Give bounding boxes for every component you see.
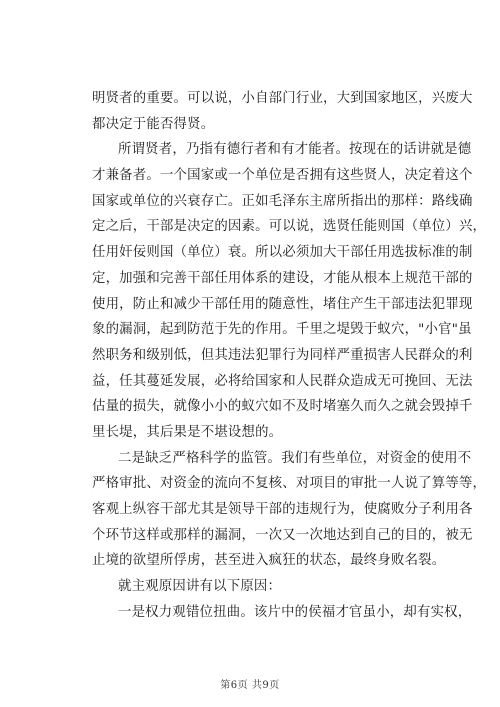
text-line: 所谓贤者，乃指有德行者和有才能者。按现在的话讲就是德 [118,142,472,158]
text-line: 定之后，干部是决定的因素。可以说，选贤任能则国（单位）兴， [92,219,487,235]
page-footer: 第6页 共9页 [220,680,280,691]
text-line: 才兼备者。一个国家或一个单位是否拥有这些贤人，决定着这个 [92,168,473,184]
text-line: 象的漏洞，起到防范于先的作用。千里之堤毁于蚁穴，"小官"虽 [92,322,472,338]
text-line: 客观上纵容干部尤其是领导干部的违规行为，使腐败分子利用各 [92,502,473,517]
text-line: 就主观原因讲有以下原因： [118,579,282,595]
text-line: 一是权力观错位扭曲。该片中的侯福才官虽小，却有实权， [118,604,472,620]
text-line: 严格审批、对资金的流向不复核、对项目的审批一人说了算等等， [92,476,487,492]
text-line: 都决定于能否得贤。 [92,116,215,132]
text-line: 国家或单位的兴衰存亡。正如毛泽东主席所指出的那样：路线确 [92,193,473,209]
text-line: 使用，防止和减少干部任用的随意性，堵住产生干部违法犯罪现 [92,296,473,312]
text-line: 里长堤，其后果是不堪设想的。 [92,424,283,440]
text-line: 估量的损失，就像小小的蚁穴如不及时堵塞久而久之就会毁掉千 [92,399,473,415]
text-line: 定，加强和完善干部任用体系的建设，才能从根本上规范干部的 [92,270,473,286]
text-line: 止境的欲望所俘虏，甚至进入疯狂的状态，最终身败名裂。 [92,553,446,569]
body-text [92,86,487,625]
text-line: 益，任其蔓延发展，必将给国家和人民群众造成无可挽回、无法 [92,373,473,389]
text-line: 个环节这样或那样的漏洞，一次又一次地达到自己的目的，被无 [92,527,473,543]
text-line: 然职务和级别低，但其违法犯罪行为同样严重损害人民群众的利 [92,347,473,363]
text-line: 任用奸佞则国（单位）衰。所以必须加大干部任用选拔标准的制 [92,245,473,261]
text-line: 二是缺乏严格科学的监管。我们有些单位，对资金的使用不 [118,450,472,466]
text-line: 明贤者的重要。可以说，小自部门行业，大到国家地区，兴废大 [92,91,473,106]
